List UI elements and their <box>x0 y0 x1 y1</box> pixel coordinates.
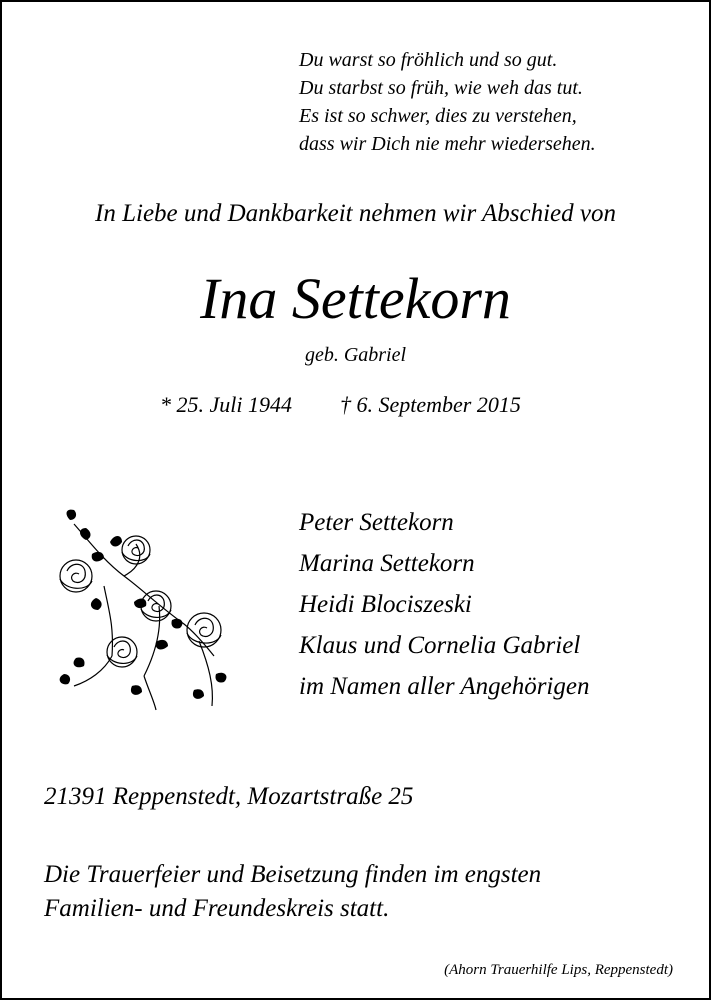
mourner: Heidi Blociszeski <box>299 591 472 618</box>
birth-name: geb. Gabriel <box>304 344 407 366</box>
mourners-list <box>299 502 589 707</box>
poem-line: Es ist so schwer, dies zu verstehen, <box>299 105 577 127</box>
mourner: Klaus und Cornelia Gabriel <box>299 632 581 659</box>
deceased-name: Ina Settekorn <box>200 266 511 331</box>
mourner: Peter Settekorn <box>299 509 454 536</box>
poem-line: Du warst so fröhlich und so gut. <box>299 49 558 71</box>
ceremony-line: Die Trauerfeier und Beisetzung finden im engsten <box>44 861 542 888</box>
mourner: im Namen aller Angehörigen <box>299 673 590 700</box>
ceremony-line: Familien- und Freundeskreis statt. <box>44 895 390 922</box>
poem-line: dass wir Dich nie mehr wiedersehen. <box>299 133 596 155</box>
life-dates <box>160 390 521 420</box>
funeral-home-credit: (Ahorn Trauerhilfe Lips, Reppenstedt) <box>444 962 673 978</box>
address: 21391 Reppenstedt, Mozartstraße 25 <box>44 783 414 810</box>
ceremony-note <box>44 858 541 926</box>
rose-branch-icon <box>44 506 244 712</box>
poem-line: Du starbst so früh, wie weh das tut. <box>299 77 583 99</box>
birth-date: * 25. Juli 1944 <box>160 392 292 417</box>
mourner: Marina Settekorn <box>299 550 475 577</box>
death-date: † 6. September 2015 <box>340 392 521 417</box>
poem <box>299 46 596 158</box>
farewell-intro: In Liebe und Dankbarkeit nehmen wir Abschied von <box>95 200 616 227</box>
